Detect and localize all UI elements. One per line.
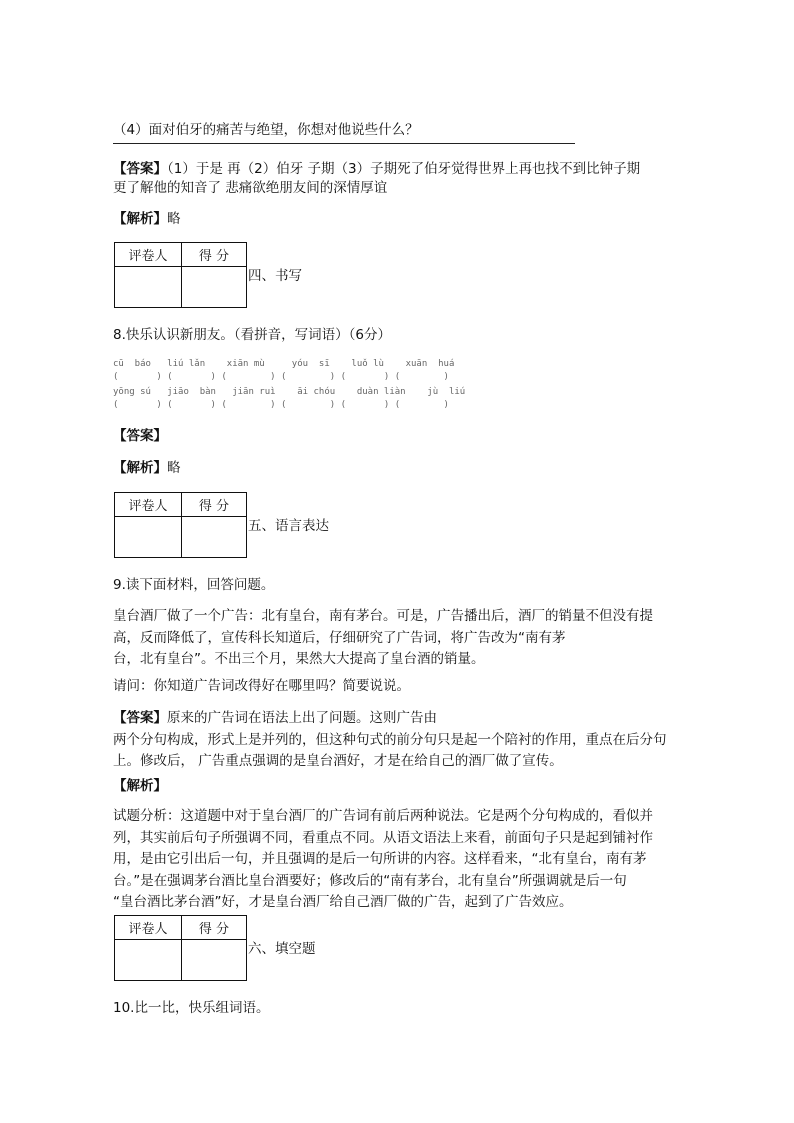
grader-cell[interactable] bbox=[115, 940, 182, 981]
q9-answer-text-1: 原来的广告词在语法上出了问题。这则广告由 bbox=[167, 710, 437, 726]
grader-cell[interactable] bbox=[115, 517, 182, 558]
analysis-text: 略 bbox=[167, 460, 181, 476]
q9-answer-line-3: 上。修改后， 广告重点强调的是皇台酒好，才是在给自己的酒厂做了宣传。 bbox=[113, 753, 563, 769]
score-table-4 bbox=[114, 242, 247, 308]
q9-answer-line-1 bbox=[113, 708, 689, 730]
grader-header: 评卷人 bbox=[115, 916, 182, 940]
q9-answer bbox=[113, 708, 689, 773]
score-table-5 bbox=[114, 492, 247, 558]
section-6-title: 六、填空题 bbox=[248, 941, 316, 957]
pinyin-row-2: yōng sú jiāo bàn jiān ruì āi chóu duàn liàn jù liú bbox=[113, 387, 466, 397]
blank-row-2: ( ) ( ) ( ) ( ) ( ) ( ) bbox=[113, 400, 449, 410]
q7-answer-text-1: （1）于是 再（2）伯牙 子期（3）子期死了伯牙觉得世界上再也找不到比钟子期 bbox=[167, 161, 641, 177]
analysis-label: 【解析】 bbox=[113, 778, 167, 794]
q7-answer-line-2: 更了解他的知音了 悲痛欲绝朋友间的深情厚谊 bbox=[113, 180, 388, 196]
pinyin-row-1: cū báo liú lǎn xiān mù yóu sī luǒ lù xuān huá bbox=[113, 359, 455, 369]
q9-analysis-line-3: 用，是由它引出后一句，并且强调的是后一句所讲的内容。这样看来，“北有皇台，南有茅 bbox=[113, 851, 647, 867]
analysis-label: 【解析】 bbox=[113, 211, 167, 227]
score-cell[interactable] bbox=[182, 517, 247, 558]
q8-answer bbox=[113, 426, 167, 446]
q7-answer-line-1 bbox=[113, 159, 640, 179]
q9-analysis-line-5: “皇台酒比茅台酒”好，才是皇台酒厂给自己酒厂做的广告，起到了广告效应。 bbox=[113, 894, 573, 910]
score-header: 得 分 bbox=[182, 243, 247, 267]
q9-analysis bbox=[113, 806, 689, 914]
score-cell[interactable] bbox=[182, 940, 247, 981]
q9-material bbox=[113, 606, 689, 671]
answer-label: 【答案】 bbox=[113, 710, 167, 726]
q8-analysis bbox=[113, 458, 181, 478]
question-9: 9.读下面材料，回答问题。 bbox=[113, 577, 275, 593]
q9-material-line-2: 高，反而降低了，宣传科长知道后，仔细研究了广告词，将广告改为“南有茅 bbox=[113, 629, 566, 646]
grader-header: 评卷人 bbox=[115, 493, 182, 517]
q9-answer-line-2: 两个分句构成，形式上是并列的，但这种句式的前分句只是起一个陪衬的作用，重点在后分句 bbox=[113, 731, 667, 748]
q9-analysis-line-2: 列，其实前后句子所强调不同，看重点不同。从语文语法上来看，前面句子只是起到铺衬作 bbox=[113, 829, 653, 846]
score-table-6 bbox=[114, 915, 247, 981]
blank-row-1: ( ) ( ) ( ) ( ) ( ) ( ) bbox=[113, 372, 449, 382]
q9-analysis-line-4: 台。”是在强调茅台酒比皇台酒要好；修改后的“南有茅台，北有皇台”所强调就是后一句 bbox=[113, 872, 627, 889]
answer-label: 【答案】 bbox=[113, 161, 167, 177]
question-7-4: （4）面对伯牙的痛苦与绝望，你想对他说些什么？ bbox=[113, 122, 419, 138]
section-5-title: 五、语言表达 bbox=[248, 518, 329, 534]
q9-question: 请问：你知道广告词改得好在哪里吗？简要说说。 bbox=[113, 678, 410, 694]
analysis-label: 【解析】 bbox=[113, 460, 167, 476]
section-4-title: 四、书写 bbox=[248, 268, 302, 284]
analysis-text: 略 bbox=[167, 211, 181, 227]
q7-analysis bbox=[113, 209, 181, 229]
question-10: 10.比一比，快乐组词语。 bbox=[113, 1000, 270, 1016]
q9-analysis-label-line bbox=[113, 776, 167, 796]
q9-material-line-1: 皇台酒厂做了一个广告：北有皇台，南有茅台。可是，广告播出后，酒厂的销量不但没有提 bbox=[113, 608, 653, 624]
q9-material-line-3: 台，北有皇台”。不出三个月，果然大大提高了皇台酒的销量。 bbox=[113, 651, 485, 667]
score-cell[interactable] bbox=[182, 267, 247, 308]
question-8: 8.快乐认识新朋友。（看拼音，写词语）（6分） bbox=[113, 327, 391, 343]
answer-label: 【答案】 bbox=[113, 428, 167, 444]
score-header: 得 分 bbox=[182, 916, 247, 940]
q9-analysis-line-1: 试题分析：这道题中对于皇台酒厂的广告词有前后两种说法。它是两个分句构成的，看似并 bbox=[113, 808, 653, 824]
answer-line bbox=[113, 143, 575, 144]
grader-cell[interactable] bbox=[115, 267, 182, 308]
score-header: 得 分 bbox=[182, 493, 247, 517]
grader-header: 评卷人 bbox=[115, 243, 182, 267]
